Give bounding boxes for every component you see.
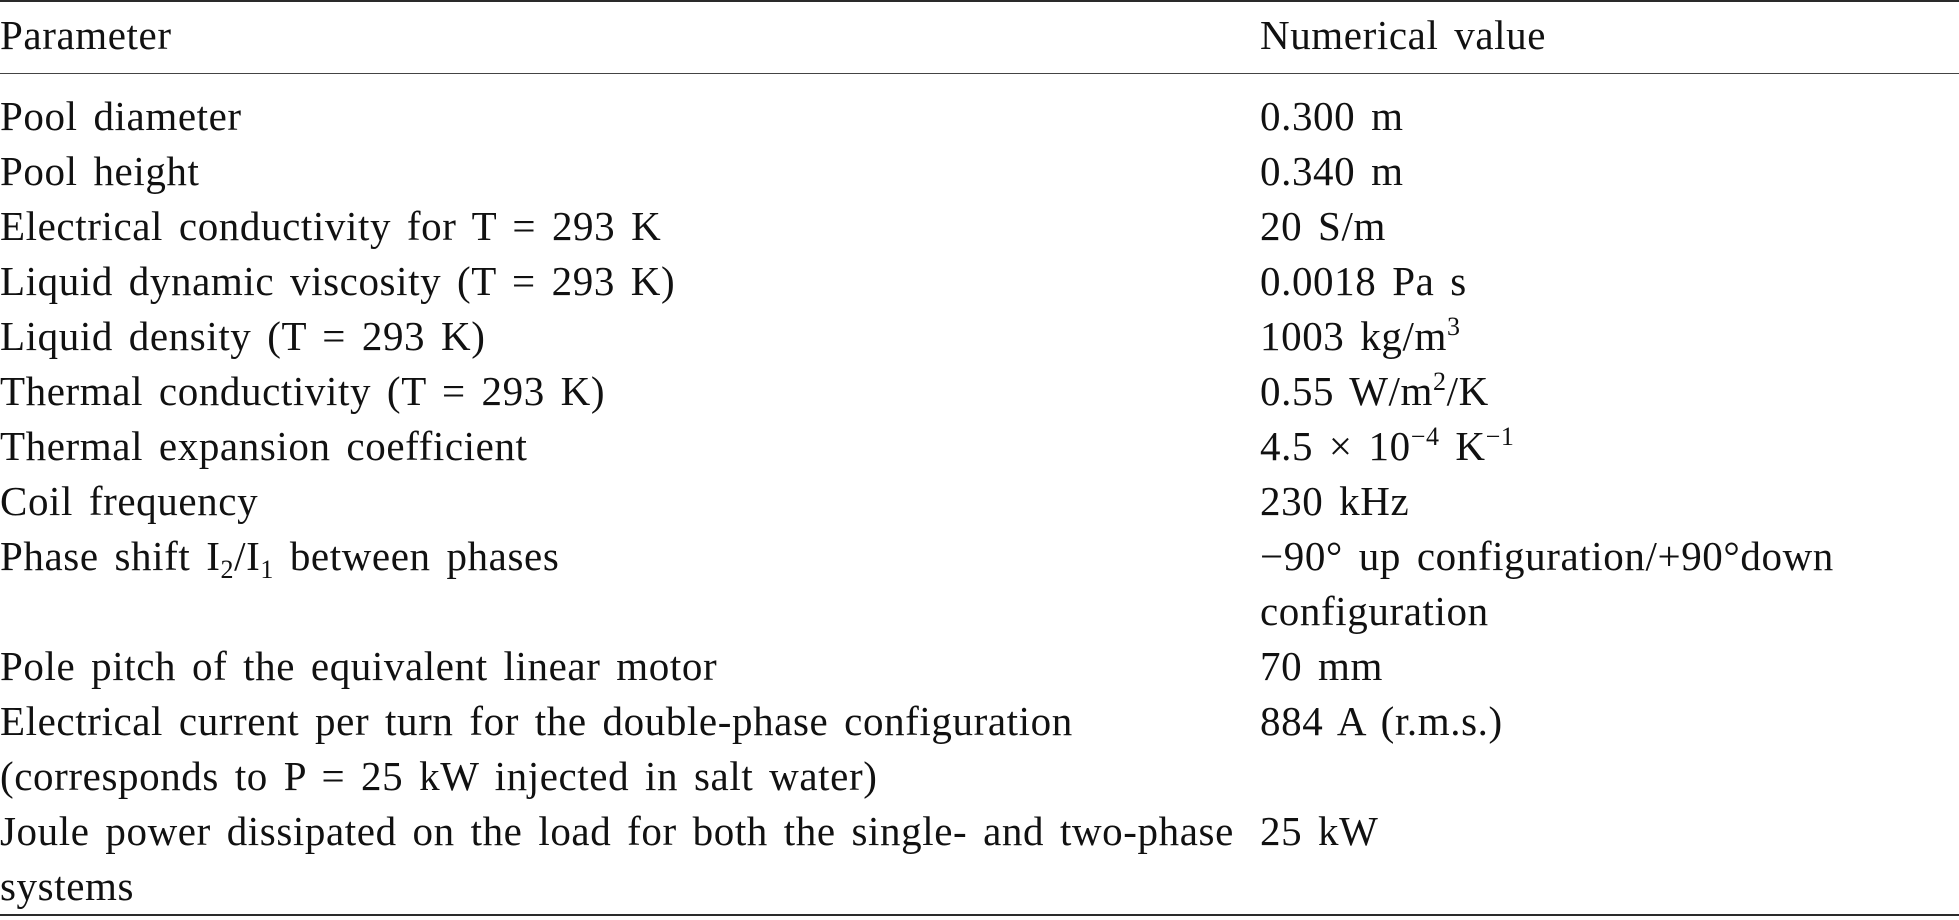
parameters-table — [0, 8, 1959, 914]
parameter-cell: Liquid density (T = 293 K) — [0, 313, 486, 359]
value-cell: 0.300 m — [1260, 93, 1404, 139]
table-row — [0, 419, 1959, 474]
value-text: 0.55 W/m — [1260, 368, 1434, 414]
parameter-text: Phase shift I — [0, 533, 221, 579]
table-row — [0, 254, 1959, 309]
value-cell — [1260, 364, 1959, 419]
value-cell — [1260, 309, 1959, 364]
parameter-cell: Liquid dynamic viscosity (T = 293 K) — [0, 258, 676, 304]
parameter-cell: Pole pitch of the equivalent linear motor — [0, 643, 718, 689]
value-superscript-unit: −1 — [1485, 422, 1515, 451]
header-parameter: Parameter — [0, 12, 172, 58]
value-cell: 70 mm — [1260, 643, 1384, 689]
table-row — [0, 309, 1959, 364]
value-cell: 25 kW — [1260, 808, 1379, 854]
value-text: 4.5 × 10 — [1260, 423, 1411, 469]
table-row — [0, 78, 1959, 144]
table-header-row — [0, 8, 1959, 78]
table-row — [0, 804, 1959, 914]
value-text-suffix: /K — [1446, 368, 1489, 414]
table-row — [0, 144, 1959, 199]
header-numerical-value: Numerical value — [1260, 12, 1547, 58]
table-row — [0, 364, 1959, 419]
parameter-cell: Electrical current per turn for the double-phase configuration (corresponds to P = 25 kW injected in salt water) — [0, 698, 1073, 799]
parameter-cell: Joule power dissipated on the load for both the single- and two-phase systems — [0, 808, 1234, 909]
table-bottom-rule — [0, 914, 1959, 916]
value-superscript: −4 — [1410, 422, 1440, 451]
parameter-cell: Thermal conductivity (T = 293 K) — [0, 368, 606, 414]
table-row — [0, 694, 1959, 804]
parameter-cell: Electrical conductivity for T = 293 K — [0, 203, 662, 249]
value-cell: 0.340 m — [1260, 148, 1404, 194]
table-row — [0, 529, 1959, 639]
parameter-text-mid: /I — [234, 533, 261, 579]
value-text-unit: K — [1439, 423, 1486, 469]
parameter-cell: Pool diameter — [0, 93, 242, 139]
table-row — [0, 199, 1959, 254]
parameter-subscript-2: 1 — [260, 555, 274, 584]
parameter-cell: Pool height — [0, 148, 200, 194]
value-cell — [1260, 419, 1959, 474]
value-cell: 884 A (r.m.s.) — [1260, 698, 1503, 744]
parameter-text-suffix: between phases — [273, 533, 560, 579]
table-row — [0, 474, 1959, 529]
value-superscript: 3 — [1446, 312, 1461, 341]
value-cell: −90° up configuration/+90°down configuration — [1260, 533, 1834, 634]
table-row — [0, 639, 1959, 694]
parameter-subscript: 2 — [220, 555, 235, 584]
value-cell: 230 kHz — [1260, 478, 1410, 524]
value-superscript: 2 — [1433, 367, 1447, 396]
value-cell: 20 S/m — [1260, 203, 1386, 249]
value-cell: 0.0018 Pa s — [1260, 258, 1467, 304]
parameter-cell — [0, 529, 1260, 639]
parameter-cell: Thermal expansion coefficient — [0, 423, 528, 469]
value-text: 1003 kg/m — [1260, 313, 1447, 359]
table-top-rule — [0, 0, 1959, 2]
parameter-cell: Coil frequency — [0, 478, 259, 524]
